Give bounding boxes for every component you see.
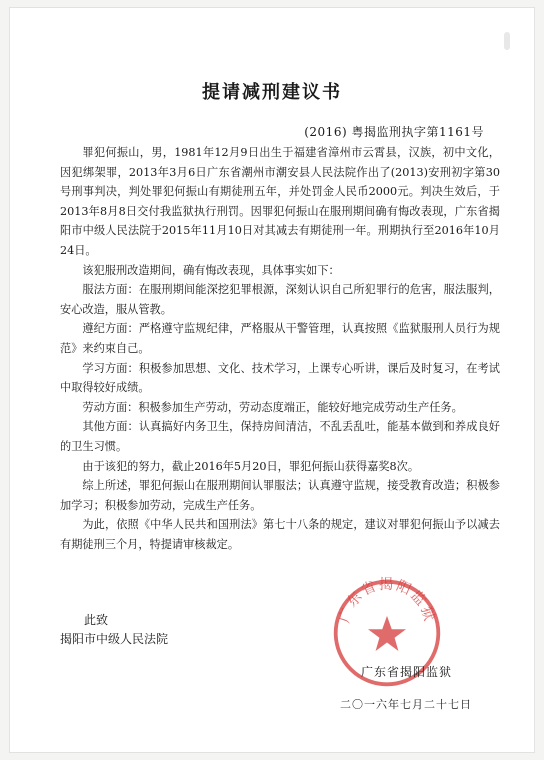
seal-text: 广东省揭阳监狱 [336, 576, 438, 625]
document-page [10, 8, 534, 752]
paragraph-other: 其他方面：认真搞好内务卫生，保持房间清洁，不乱丢乱吐，能基本做到和养成良好的卫生习惯。 [60, 420, 500, 453]
closing-recipient: 揭阳市中级人民法院 [60, 632, 169, 646]
paragraph-awards: 由于该犯的努力，截止2016年5月20日，罪犯何振山获得嘉奖8次。 [82, 459, 420, 473]
paragraph-intro: 该犯服刑改造期间，确有悔改表现，具体事实如下： [82, 263, 340, 277]
paragraph-recommendation: 为此，依照《中华人民共和国刑法》第七十八条的规定，建议对罪犯何振山予以减去有期徒刑三个月，特提请审核裁定。 [60, 518, 500, 551]
paragraph-discipline: 遵纪方面：严格遵守监规纪律，严格服从干警管理，认真按照《监狱服刑人员行为规范》来约束自己。 [60, 322, 500, 355]
closing-salutation: 此致 [84, 613, 109, 627]
scan-mark [504, 32, 510, 50]
paragraph-summary: 综上所述，罪犯何振山在服刑期间认罪服法；认真遵守监规，接受教育改造；积极参加学习；积极参加劳动，完成生产任务。 [60, 479, 500, 512]
document-number: (2016) 粤揭监刑执字第1161号 [304, 125, 484, 139]
document-date: 二〇一六年七月二十七日 [340, 698, 472, 711]
paragraph-labor: 劳动方面：积极参加生产劳动，劳动态度端正，能较好地完成劳动生产任务。 [82, 400, 463, 414]
paragraph-basic-info: 罪犯何振山，男，1981年12月9日出生于福建省漳州市云霄县，汉族，初中文化，因犯绑架罪，2013年3月6日广东省潮州市潮安县人民法院作出了(2013)安刑初字第30号刑事判决，判处罪犯何振山有期徒刑五年，并处罚金人民币2000元。判决生效后，于2013年8月8日交付我监狱执行刑罚。因罪犯何振山在服刑期间确有悔改表现，广东省揭阳市中级人民法院于2015年11月10日对其减去有期徒刑一年。刑期执行至2016年10月24日。 [60, 146, 500, 257]
signer-name: 广东省揭阳监狱 [360, 665, 452, 679]
paragraph-law-abiding: 服法方面：在服刑期间能深挖犯罪根源，深刻认识自己所犯罪行的危害，服法服判，安心改造，服从管教。 [60, 283, 500, 316]
document-title: 提请减刑建议书 [202, 82, 342, 103]
closing-block [60, 611, 168, 649]
document-body [60, 143, 500, 554]
paragraph-study: 学习方面：积极参加思想、文化、技术学习，上课专心听讲，课后及时复习，在考试中取得较好成绩。 [60, 361, 500, 395]
